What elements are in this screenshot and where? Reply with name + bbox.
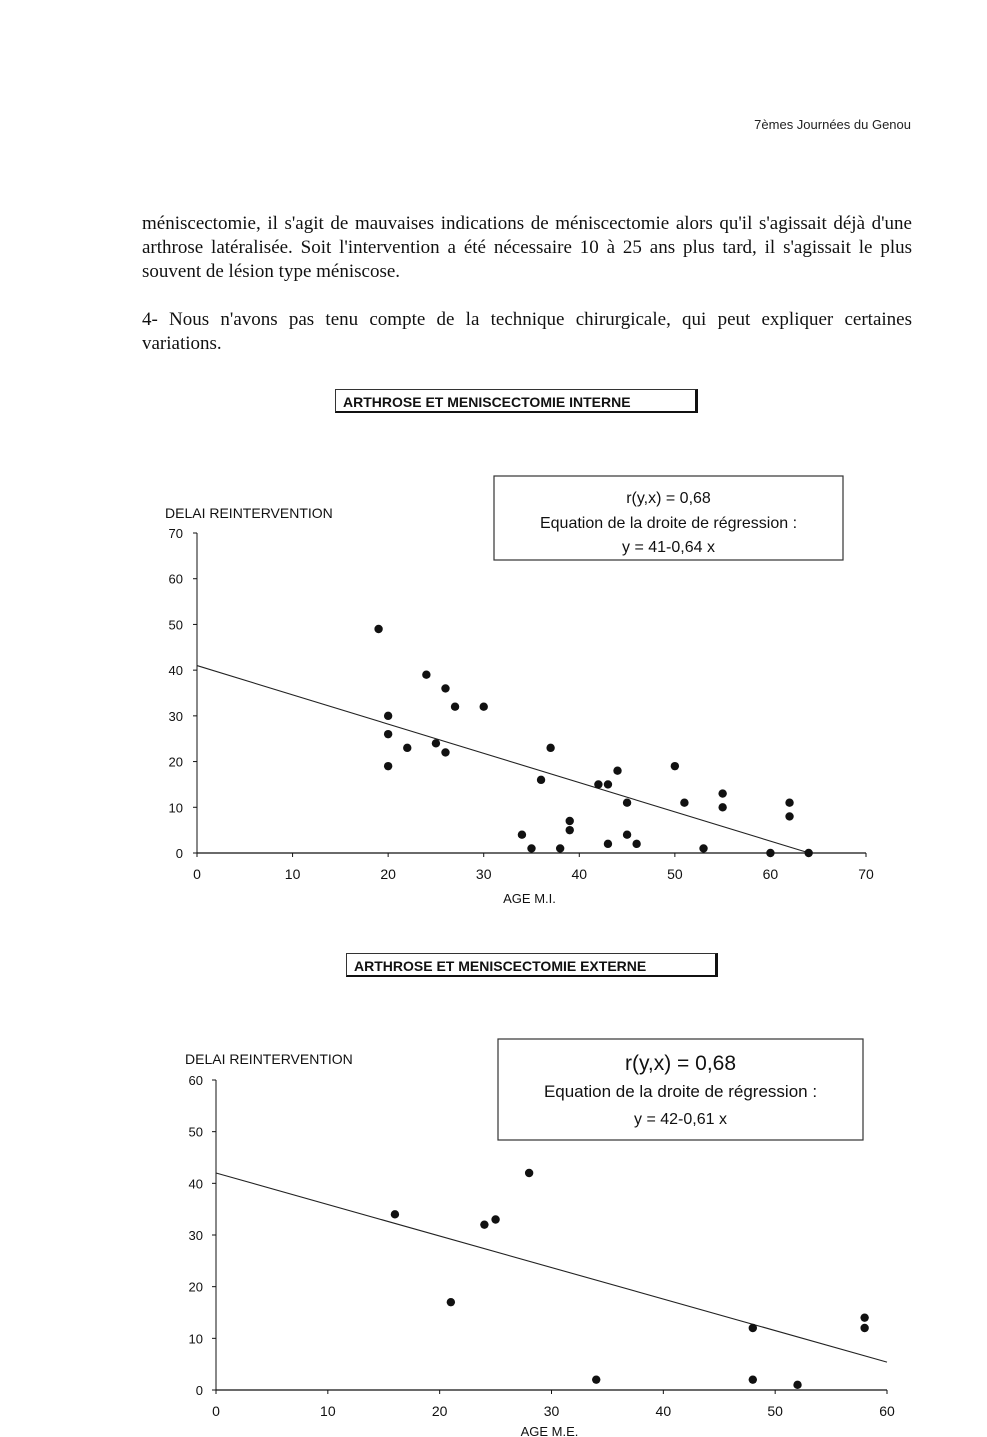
x-tick-label: 70 (858, 866, 874, 882)
data-point (451, 703, 459, 711)
data-point (592, 1375, 600, 1383)
data-point (518, 831, 526, 839)
data-point (556, 844, 564, 852)
y-tick-label: 50 (168, 617, 183, 633)
x-tick-label: 20 (431, 1403, 448, 1419)
x-axis-label: AGE M.E. (520, 1424, 579, 1437)
data-point (604, 780, 612, 788)
y-tick-label: 50 (188, 1124, 203, 1140)
data-point (613, 767, 621, 775)
x-tick-label: 10 (320, 1403, 336, 1419)
x-tick-label: 30 (475, 866, 492, 882)
annotation-line-3: y = 41-0,64 x (622, 539, 715, 556)
data-point (749, 1375, 757, 1383)
scatter-chart-interne (0, 460, 987, 920)
annotation-line-1: r(y,x) = 0,68 (626, 490, 711, 507)
x-tick-label: 50 (767, 1403, 783, 1419)
x-tick-label: 30 (543, 1403, 560, 1419)
y-tick-label: 40 (168, 663, 183, 679)
paragraph-1: méniscectomie, il s'agit de mauvaises indications de méniscectomie alors qu'il s'agissait déjà d'une arthrose latéralisée. Soit l'intervention a été nécessaire 10 à 25 ans plus tard, il s'agissait le plus souvent de lésion type méniscose. (142, 213, 912, 282)
regression-line (197, 666, 809, 853)
x-axis-label: AGE M.I. (503, 891, 556, 906)
y-tick-label: 0 (195, 1383, 203, 1398)
data-point (384, 712, 392, 720)
data-point (718, 803, 726, 811)
annotation-line-2: Equation de la droite de régression : (539, 515, 798, 532)
x-tick-label: 0 (193, 866, 201, 882)
y-tick-label: 20 (188, 1279, 203, 1295)
data-point (432, 739, 440, 747)
data-point (766, 849, 774, 857)
x-tick-label: 0 (212, 1403, 220, 1419)
data-point (604, 840, 612, 848)
chart-1-title: ARTHROSE ET MENISCECTOMIE INTERNE (335, 389, 698, 413)
data-point (422, 671, 430, 679)
x-tick-label: 20 (380, 866, 396, 882)
data-point (566, 826, 574, 834)
y-axis-label: DELAI REINTERVENTION (165, 505, 333, 521)
y-tick-label: 60 (168, 571, 183, 587)
data-point (441, 684, 449, 692)
data-point (374, 625, 382, 633)
data-point (480, 703, 488, 711)
annotation-line-3: y = 42-0,61 x (634, 1111, 727, 1128)
y-tick-label: 40 (188, 1176, 203, 1192)
y-tick-label: 30 (188, 1228, 203, 1243)
data-point (623, 799, 631, 807)
annotation-line-1: r(y,x) = 0,68 (624, 1052, 737, 1075)
data-point (491, 1215, 499, 1223)
data-point (699, 844, 707, 852)
data-point (860, 1313, 868, 1321)
data-point (594, 780, 602, 788)
annotation-line-2: Equation de la droite de régression : (543, 1082, 818, 1101)
running-head: 7èmes Journées du Genou (754, 117, 911, 132)
x-tick-label: 50 (667, 866, 683, 882)
data-point (403, 744, 411, 752)
data-point (749, 1324, 757, 1332)
paragraph-2: 4- Nous n'avons pas tenu compte de la technique chirurgicale, qui peut expliquer certaines variations. (142, 309, 912, 354)
data-point (441, 748, 449, 756)
data-point (680, 799, 688, 807)
data-point (384, 730, 392, 738)
y-tick-label: 0 (175, 846, 183, 861)
x-tick-label: 40 (571, 866, 588, 882)
data-point (480, 1220, 488, 1228)
chart-2-title: ARTHROSE ET MENISCECTOMIE EXTERNE (346, 953, 718, 977)
data-point (785, 812, 793, 820)
y-tick-label: 60 (188, 1073, 203, 1088)
y-tick-label: 10 (168, 800, 183, 816)
data-point (785, 799, 793, 807)
x-tick-label: 60 (762, 866, 779, 882)
y-tick-label: 20 (168, 754, 183, 770)
data-point (804, 849, 812, 857)
data-point (447, 1298, 455, 1306)
data-point (527, 844, 535, 852)
data-point (860, 1324, 868, 1332)
y-tick-label: 70 (168, 526, 183, 541)
data-point (391, 1210, 399, 1218)
data-point (632, 840, 640, 848)
data-point (566, 817, 574, 825)
regression-line (216, 1173, 887, 1362)
x-tick-label: 60 (879, 1403, 895, 1419)
data-point (525, 1169, 533, 1177)
data-point (718, 789, 726, 797)
data-point (623, 831, 631, 839)
x-tick-label: 10 (284, 866, 301, 882)
data-point (671, 762, 679, 770)
data-point (537, 776, 545, 784)
y-tick-label: 30 (168, 708, 183, 724)
scatter-chart-externe (0, 1030, 987, 1437)
x-tick-label: 40 (655, 1403, 672, 1419)
data-point (546, 744, 554, 752)
y-tick-label: 10 (188, 1331, 203, 1347)
data-point (793, 1381, 801, 1389)
data-point (384, 762, 392, 770)
y-axis-label: DELAI REINTERVENTION (185, 1051, 353, 1067)
